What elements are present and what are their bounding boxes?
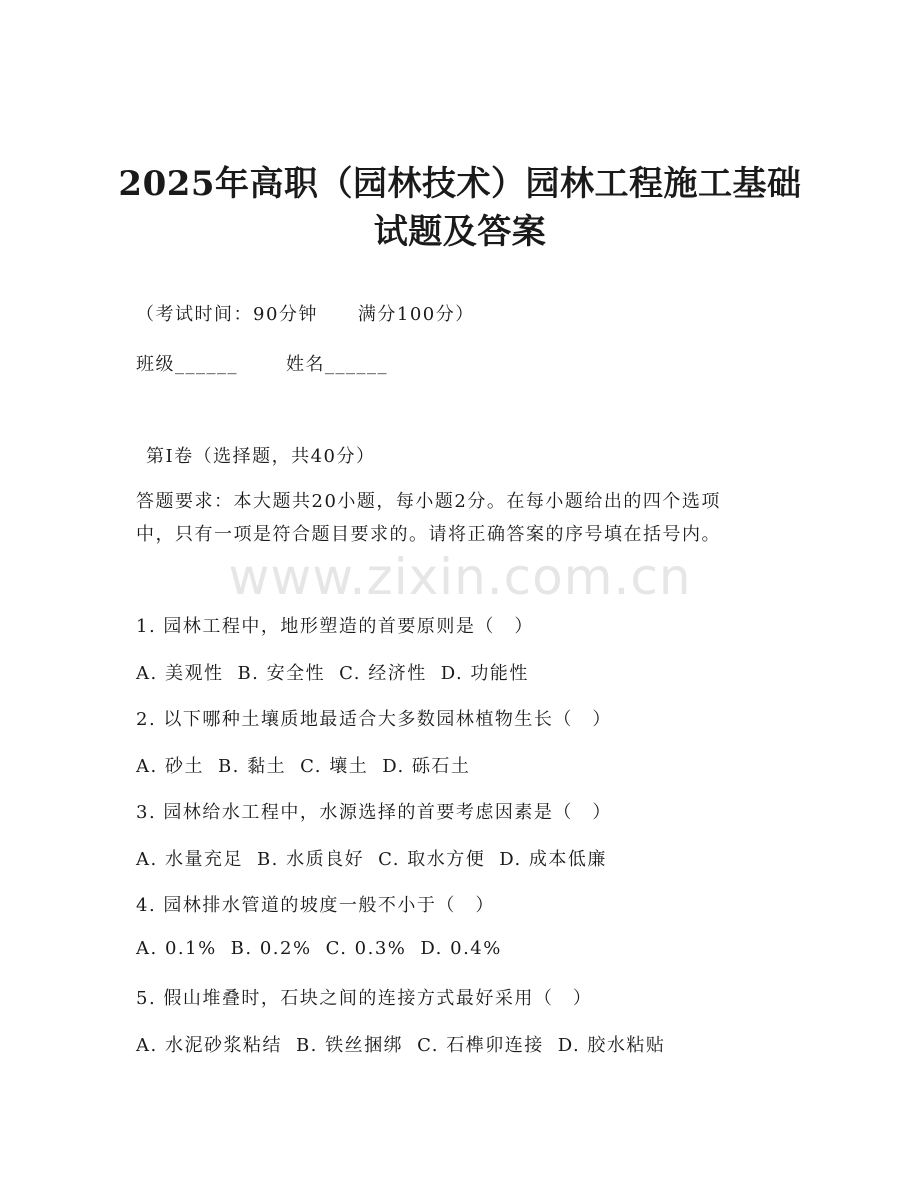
instructions-line1: 答题要求：本大题共20小题，每小题2分。在每小题给出的四个选项	[136, 491, 721, 512]
option-b: B. 铁丝捆绑	[295, 1035, 404, 1056]
option-b: B. 水质良好	[256, 849, 365, 870]
option-b: B. 黏土	[217, 756, 287, 777]
option-b: B. 0.2%	[230, 938, 312, 959]
option-a: A. 砂土	[136, 756, 204, 777]
question-stem: 3. 园林给水工程中，水源选择的首要考虑因素是（ ）	[136, 802, 612, 823]
question-stem: 2. 以下哪种土壤质地最适合大多数园林植物生长（ ）	[136, 709, 612, 730]
question-options	[136, 752, 470, 778]
document-title-line2: 试题及答案	[373, 212, 547, 252]
question-stem: 5. 假山堆叠时，石块之间的连接方式最好采用（ ）	[136, 988, 593, 1009]
question-options	[136, 659, 529, 685]
instructions-line2: 中，只有一项是符合题目要求的。请将正确答案的序号填在括号内。	[136, 524, 721, 545]
class-field: 班级______	[136, 354, 238, 375]
question-options	[136, 1031, 665, 1057]
option-d: D. 胶水粘贴	[557, 1035, 666, 1056]
option-c: C. 0.3%	[325, 938, 407, 959]
section-title: 第I卷（选择题，共40分）	[146, 446, 376, 467]
option-c: C. 经济性	[339, 663, 427, 684]
question-stem: 4. 园林排水管道的坡度一般不小于（ ）	[136, 895, 495, 916]
option-d: D. 0.4%	[420, 938, 502, 959]
exam-time: （考试时间：90分钟	[136, 304, 318, 325]
question-options	[136, 938, 502, 959]
option-c: C. 壤土	[300, 756, 369, 777]
question-stem: 1. 园林工程中，地形塑造的首要原则是（ ）	[136, 616, 534, 637]
option-b: B. 安全性	[237, 663, 326, 684]
option-a: A. 0.1%	[136, 938, 217, 959]
exam-score: 满分100分）	[357, 304, 475, 325]
student-fields	[136, 350, 388, 376]
option-d: D. 砾石土	[382, 756, 471, 777]
option-c: C. 石榫卯连接	[417, 1035, 544, 1056]
option-a: A. 水泥砂浆粘结	[136, 1035, 282, 1056]
document-title-line1: 2025年高职（园林技术）园林工程施工基础	[118, 164, 802, 204]
option-c: C. 取水方便	[378, 849, 486, 870]
question-options	[136, 845, 607, 871]
exam-info	[136, 300, 475, 326]
option-d: D. 功能性	[440, 663, 529, 684]
watermark: www.zixin.com.cn	[228, 548, 692, 606]
option-a: A. 水量充足	[136, 849, 243, 870]
option-d: D. 成本低廉	[499, 849, 607, 870]
name-field: 姓名______	[286, 354, 388, 375]
option-a: A. 美观性	[136, 663, 224, 684]
